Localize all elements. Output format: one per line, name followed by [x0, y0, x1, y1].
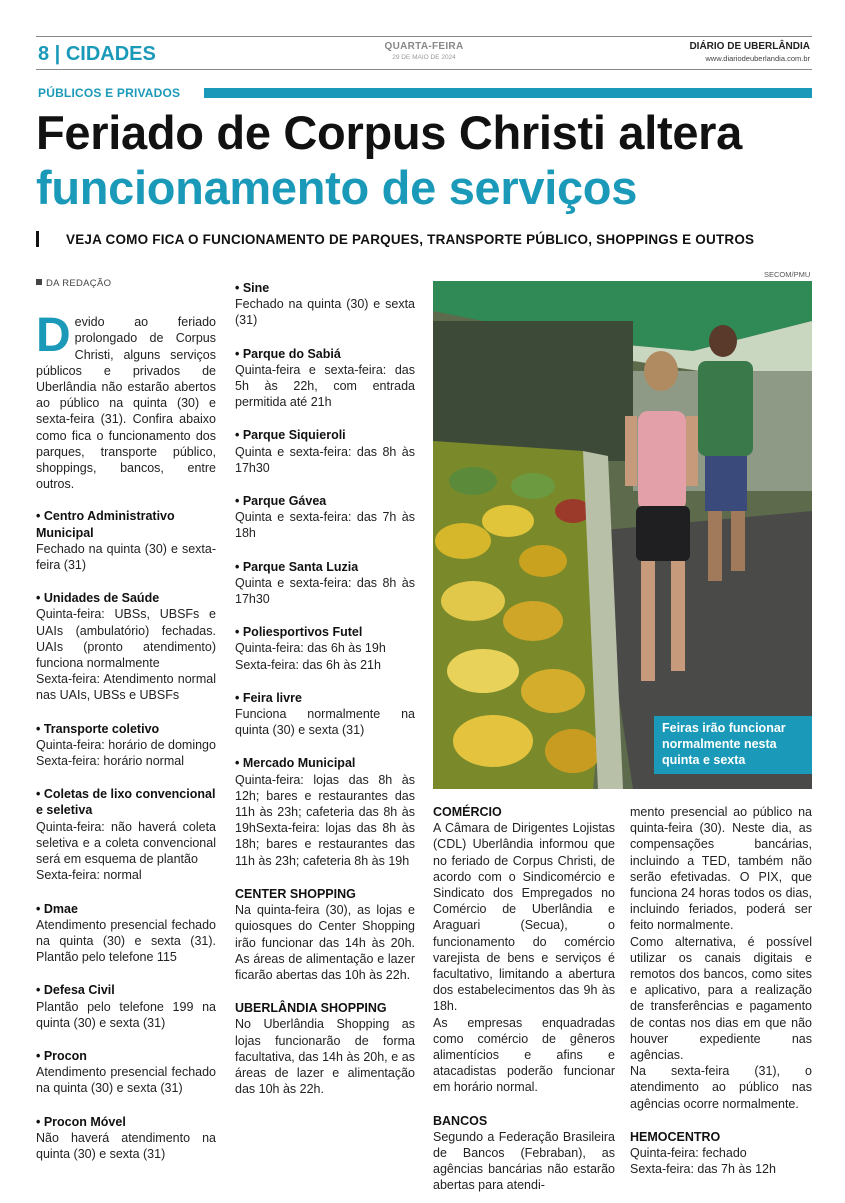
bancos-paragraph-4: Na sexta-feira (31), o atendimento ao público nas agências ocorre normalmente. [630, 1064, 812, 1111]
date: 29 DE MAIO DE 2024 [392, 54, 456, 61]
bancos-paragraph-3: Como alternativa, é possível utilizar os canais digitais e remotos dos bancos, como sites e aplicativo, para a realização de transferências e pagamento de contas nos dias em que não houver expediente nas agências. [630, 934, 812, 1063]
item-title: • Sine [235, 281, 270, 295]
item-title: • Mercado Municipal [235, 756, 356, 771]
comercio-heading: COMÉRCIO [433, 805, 502, 819]
headline-line-1: Feriado de Corpus Christi altera [36, 106, 743, 159]
list-item [235, 690, 415, 739]
item-detail: Quinta-feira: lojas das 8h às 12h; bares e restaurantes das 11h às 23h; cafeteria das 8h às 19hSexta-feira: lojas das 8h às 18h; bares e restaurantes das 11h às 23h; cafeteria 8h às 19h [235, 772, 415, 868]
item-detail: Sexta-feira: normal [36, 868, 142, 883]
bancos-heading: BANCOS [433, 1113, 488, 1128]
item-title: • Procon [36, 1048, 87, 1063]
column-1 [36, 276, 216, 1179]
list-item [235, 1000, 415, 1097]
subhead-text: VEJA COMO FICA O FUNCIONAMENTO DE PARQUES, TRANSPORTE PÚBLICO, SHOPPINGS E OUTROS [66, 232, 755, 247]
byline-text: DA REDAÇÃO [46, 278, 112, 289]
paper-name: DIÁRIO DE UBERLÂNDIA [689, 41, 810, 52]
item-detail: Quinta e sexta-feira: das 8h às 17h30 [235, 575, 415, 607]
bancos-paragraph-2: mento presencial ao público na quinta-feira (30). Neste dia, as compensações bancárias, incluindo a TED, também não serão efetivadas. O PIX, que funciona 24 horas todos os dias, incluindo feriados, poderá ser feito normalmente. [630, 805, 812, 933]
headline [36, 106, 826, 216]
item-detail: Quinta-feira: horário de domingo [36, 737, 216, 752]
photo-credit: SECOM/PMU [764, 270, 811, 279]
column-2 [235, 280, 415, 1114]
item-title: • Centro Administrativo Municipal [36, 509, 175, 540]
list-item [36, 508, 216, 573]
kicker-label: PÚBLICOS E PRIVADOS [38, 86, 188, 100]
list-item [235, 427, 415, 476]
masthead [689, 41, 810, 63]
item-title: UBERLÂNDIA SHOPPING [235, 1001, 387, 1016]
comercio-paragraph-1: A Câmara de Dirigentes Lojistas (CDL) Uberlândia informou que no feriado de Corpus Christi, de acordo com o Sindicomércio e Sindicato dos Empregados no Comércio de Uberlândia e Araguari (Secua), o funcionamento do comércio varejista de bens e serviços é facultativo, limitando a abertura dos estabelecimentos das 9h às 18h. [433, 821, 615, 1014]
hemocentro-line-1: Quinta-feira: fechado [630, 1146, 747, 1161]
list-item [235, 346, 415, 411]
market-photo-illustration [433, 281, 812, 789]
col1-list [36, 508, 216, 1162]
byline [36, 276, 216, 292]
kicker [36, 86, 812, 100]
item-detail: Plantão pelo telefone 199 na quinta (30) e sexta (31) [36, 999, 216, 1030]
item-detail: Sexta-feira: Atendimento normal nas UAIs, UBSs e UBSFs [36, 672, 216, 703]
photo-caption: Feiras irão funcionar normalmente nesta quinta e sexta [654, 716, 812, 774]
list-item [235, 624, 415, 673]
item-title: CENTER SHOPPING [235, 886, 356, 901]
item-title: • Parque Gávea [235, 494, 327, 509]
subheadline [36, 229, 816, 249]
weekday: QUARTA-FEIRA [384, 41, 464, 52]
list-item [36, 1114, 216, 1163]
item-title: • Parque Siquieroli [235, 428, 346, 443]
item-detail: Quinta-feira: UBSs, UBSFs e UAIs (ambulatório) fechadas. UAIs (pronto atendimento) funciona normalmente [36, 607, 216, 671]
column-4 [630, 804, 812, 1177]
square-bullet-icon [36, 279, 42, 285]
item-detail: Fechado na quinta (30) e sexta (31) [235, 297, 415, 328]
item-title: • Dmae [36, 901, 78, 916]
item-detail: Atendimento presencial fechado na quinta (30) e sexta (31) [36, 1065, 216, 1096]
item-detail: Funciona normalmente na quinta (30) e sexta (31) [235, 707, 415, 738]
hemocentro-heading: HEMOCENTRO [630, 1129, 721, 1144]
comercio-paragraph-2: As empresas enquadradas como comércio de gêneros alimentícios e afins e atacadistas poderão funcionar em horário normal. [433, 1015, 615, 1095]
column-3 [433, 804, 615, 1194]
item-detail: Quinta e sexta-feira: das 8h às 17h30 [235, 444, 415, 475]
hemocentro-line-2: Sexta-feira: das 7h às 12h [630, 1162, 776, 1177]
list-item [235, 559, 415, 608]
list-item [235, 886, 415, 983]
item-detail: Na quinta-feira (30), as lojas e quiosques do Center Shopping irão funcionar das 14h às 20h. As áreas de alimentação e lazer ficarão abertas das 10h às 22h. [235, 903, 415, 982]
item-title: • Parque do Sabiá [235, 346, 341, 361]
item-detail: Quinta-feira e sexta-feira: das 5h às 22h, com entrada permitida até 21h [235, 362, 415, 410]
item-detail: Quinta-feira: não haverá coleta seletiva e a coleta convencional será em esquema de plantão [36, 819, 216, 867]
issue-date [354, 41, 494, 61]
market-photo [433, 281, 812, 789]
item-title: • Transporte coletivo [36, 721, 160, 736]
list-item [36, 901, 216, 966]
item-detail: Sexta-feira: das 6h às 21h [235, 657, 381, 672]
item-detail: Sexta-feira: horário normal [36, 754, 184, 769]
drop-cap: D [36, 309, 71, 363]
item-detail: Quinta e sexta-feira: das 7h às 18h [235, 510, 415, 541]
item-detail: Quinta-feira: das 6h às 19h [235, 641, 386, 656]
bancos-paragraph-1: Segundo a Federação Brasileira de Bancos (Febraban), as agências bancárias não estarão abertas para atendi- [433, 1129, 615, 1193]
list-item [36, 721, 216, 770]
item-detail: Fechado na quinta (30) e sexta-feira (31) [36, 541, 216, 573]
item-detail: Atendimento presencial fechado na quinta (30) e sexta (31). Plantão pelo telefone 115 [36, 917, 216, 965]
item-title: • Defesa Civil [36, 983, 115, 998]
subhead-marker [36, 231, 39, 247]
item-detail: Não haverá atendimento na quinta (30) e sexta (31) [36, 1130, 216, 1161]
item-title: • Unidades de Saúde [36, 591, 160, 606]
item-title: • Coletas de lixo convencional e seletiva [36, 787, 216, 818]
col2-list [235, 280, 415, 1097]
page-section-label: 8 | CIDADES [38, 43, 156, 65]
lead-paragraph [36, 309, 216, 492]
item-title: • Procon Móvel [36, 1114, 126, 1129]
item-title: • Poliesportivos Futel [235, 625, 363, 640]
page-header [36, 36, 812, 70]
item-detail: No Uberlândia Shopping as lojas funcionarão de forma facultativa, das 14h às 20h, e as áreas de lazer e alimentação das 10h às 22h. [235, 1017, 415, 1097]
list-item [36, 590, 216, 703]
list-item [36, 1048, 216, 1097]
lead-text: evido ao feriado prolongado de Corpus Christi, alguns serviços públicos e privados de Uberlândia não estarão abertos ao público na quinta (30) e sexta-feira (31). Confira abaixo como fica o funcionamento dos parques, transporte público, shoppings, bancos, entre outros. [36, 315, 216, 492]
list-item [36, 982, 216, 1031]
item-title: • Parque Santa Luzia [235, 559, 359, 574]
item-title: • Feira livre [235, 690, 302, 705]
headline-line-2: funcionamento de serviços [36, 161, 638, 214]
list-item [235, 755, 415, 868]
list-item [36, 786, 216, 883]
paper-url[interactable]: www.diariodeuberlandia.com.br [705, 54, 810, 63]
list-item [235, 493, 415, 542]
kicker-bar [204, 88, 812, 98]
list-item [235, 280, 415, 329]
